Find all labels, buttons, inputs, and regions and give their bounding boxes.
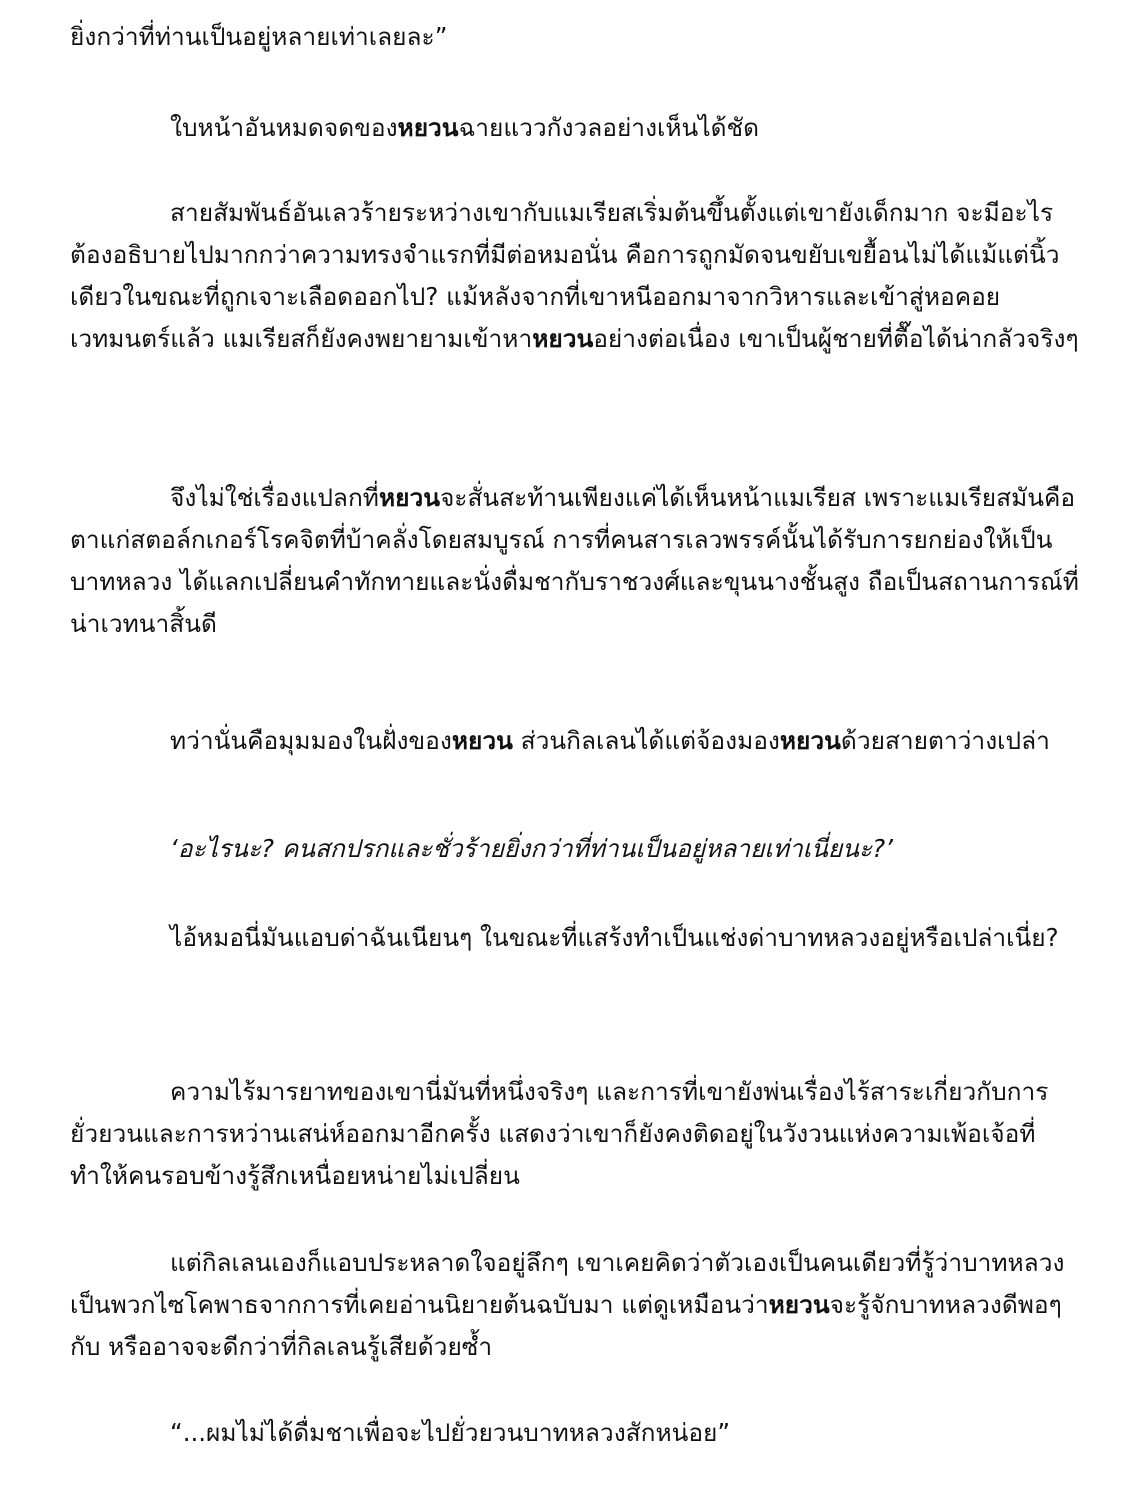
paragraph-surprise xyxy=(70,1242,1090,1368)
name-emphasis: หยวน xyxy=(532,324,594,353)
paragraph-text: จะสั่นสะท้านเพียงแค่ได้เห็นหน้าแมเรียส เพราะแมเรียสมันคือตาแก่สตอล์กเกอร์โรคจิตที่บ้าคลั่งโดยสมบูรณ์ การที่คนสารเลวพรรค์นั้นได้รับการยกย่องให้เป็นบาทหลวง ได้แลกเปลี่ยนคำทักทายและนั่งดื่มชากับราชวงศ์และขุนนางชั้นสูง ถือเป็นสถานการณ์ที่น่าเวทนาสิ้นดี xyxy=(70,483,1079,638)
paragraph-relationship xyxy=(70,192,1090,360)
paragraph-text: แต่กิลเลนเองก็แอบประหลาดใจอยู่ลึกๆ เขาเคยคิดว่าตัวเองเป็นคนเดียวที่รู้ว่าบาทหลวงเป็นพวกไซโคพาธจากการที่เคยอ่านนิยายต้นฉบับมา แต่ดูเหมือนว่า xyxy=(70,1248,1065,1319)
paragraph-inner-thought xyxy=(70,828,1090,870)
name-emphasis: หยวน xyxy=(378,483,440,512)
paragraph-trembling xyxy=(70,477,1090,645)
paragraph-sneaky-insult xyxy=(70,917,1090,959)
paragraph-text: อย่างต่อเนื่อง เขาเป็นผู้ชายที่ตื๊อได้น่ากลัวจริงๆ xyxy=(593,324,1079,353)
paragraph-text: ยิ่งกว่าที่ท่านเป็นอยู่หลายเท่าเลยละ” xyxy=(70,22,448,51)
paragraph-text: จะรู้จักบาทหลวงดีพอๆ กับ หรืออาจจะดีกว่าที่กิลเลนรู้เสียด้วยซ้ำ xyxy=(70,1290,1062,1361)
paragraph-text: ใบหน้าอันหมดจดของ xyxy=(170,113,398,142)
name-emphasis: หยวน xyxy=(451,726,513,755)
paragraph-text: ฉายแววกังวลอย่างเห็นได้ชัด xyxy=(458,113,760,142)
paragraph-text: ส่วนกิลเลนได้แต่จ้องมอง xyxy=(512,726,780,755)
paragraph-dialogue xyxy=(70,1412,1090,1454)
top-cut-character xyxy=(230,0,238,2)
paragraph-text: ไอ้หมอนี่มันแอบด่าฉันเนียนๆ ในขณะที่แสร้งทำเป็นแช่งด่าบาทหลวงอยู่หรือเปล่าเนี่ย? xyxy=(170,923,1059,952)
paragraph-text: ‘อะไรนะ? คนสกปรกและชั่วร้ายยิ่งกว่าที่ท่านเป็นอยู่หลายเท่าเนี่ยนะ?’ xyxy=(170,834,893,863)
paragraph-rudeness xyxy=(70,1071,1090,1197)
name-emphasis: หยวน xyxy=(768,1290,830,1319)
paragraph-worried-face xyxy=(70,107,1090,149)
paragraph-text: ทว่านั่นคือมุมมองในฝั่งของ xyxy=(170,726,452,755)
paragraph-text: “...ผมไม่ได้ดื่มชาเพื่อจะไปยั่วยวนบาทหลวงสักหน่อย” xyxy=(170,1418,731,1447)
name-emphasis: หยวน xyxy=(397,113,459,142)
paragraph-text: ความไร้มารยาทของเขานี่มันที่หนึ่งจริงๆ และการที่เขายังพ่นเรื่องไร้สาระเกี่ยวกับการยั่วยวนและการหว่านเสน่ห์ออกมาอีกครั้ง แสดงว่าเขาก็ยังคงติดอยู่ในวังวนแห่งความเพ้อเจ้อที่ทำให้คนรอบข้างรู้สึกเหนื่อยหน่ายไม่เปลี่ยน xyxy=(70,1077,1049,1190)
paragraph-blank-stare xyxy=(70,720,1090,762)
name-emphasis: หยวน xyxy=(779,726,841,755)
paragraph-text: จึงไม่ใช่เรื่องแปลกที่ xyxy=(170,483,379,512)
paragraph-continuation xyxy=(70,16,1090,58)
paragraph-text: ด้วยสายตาว่างเปล่า xyxy=(840,726,1050,755)
paragraph-text: สายสัมพันธ์อันเลวร้ายระหว่างเขากับแมเรียสเริ่มต้นขึ้นตั้งแต่เขายังเด็กมาก จะมีอะไรต้องอธิบายไปมากกว่าความทรงจำแรกที่มีต่อหมอนั่น คือการถูกมัดจนขยับเขยื้อนไม่ได้แม้แต่นิ้วเดียวในขณะที่ถูกเจาะเลือดออกไป? แม้หลังจากที่เขาหนีออกมาจากวิหารและเข้าสู่หอคอยเวทมนตร์แล้ว แมเรียสก็ยังคงพยายามเข้าหา xyxy=(70,198,1060,353)
